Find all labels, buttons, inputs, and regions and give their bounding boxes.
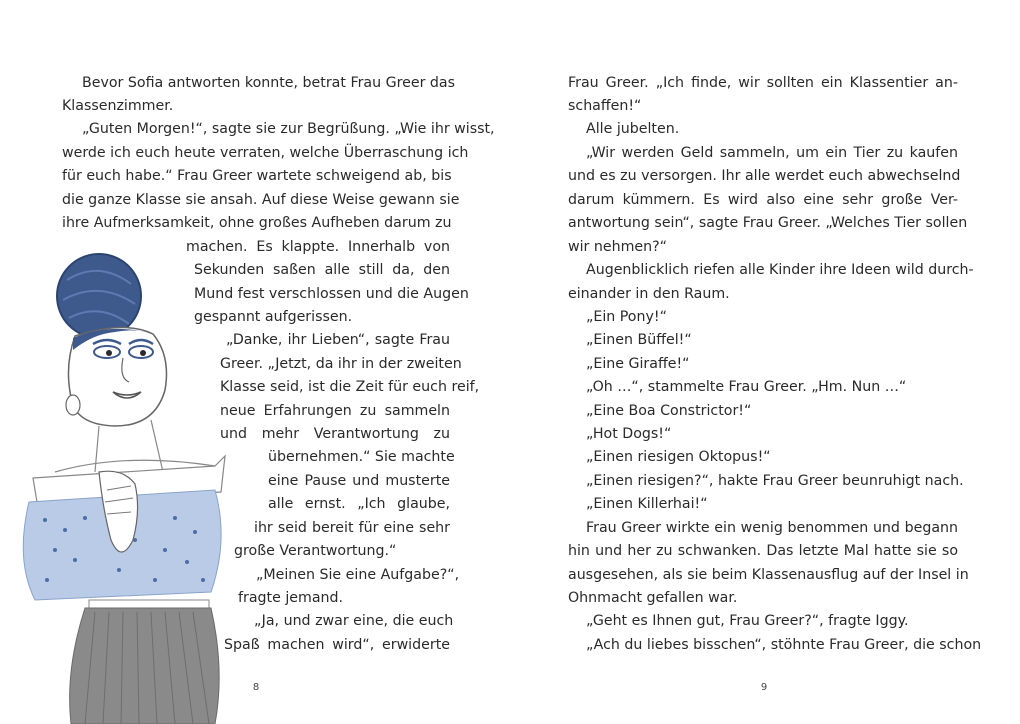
text-line: und mehr Verantwortung zu (220, 426, 450, 442)
text-line: neue Erfahrungen zu sammeln (220, 403, 450, 419)
text-line: alle ernst. „Ich glaube, (268, 496, 450, 512)
text-line: für euch habe.“ Frau Greer wartete schweigend ab, bis (62, 168, 452, 184)
text-line: antwortung sein“, sagte Frau Greer. „Welches Tier sollen (568, 215, 968, 231)
skirt (70, 608, 220, 724)
text-line: ihr seid bereit für eine sehr (254, 520, 450, 536)
text-line: Ohnmacht gefallen war. (568, 590, 738, 606)
text-line: werde ich euch heute verraten, welche Überraschung ich (62, 145, 469, 161)
text-line: schaffen!“ (568, 98, 642, 114)
text-line: Mund fest verschlossen und die Augen (194, 286, 469, 302)
text-line: einander in den Raum. (568, 286, 730, 302)
text-line: „Meinen Sie eine Aufgabe?“, (256, 567, 460, 583)
text-line: die ganze Klasse sie ansah. Auf diese Weise gewann sie (62, 192, 460, 208)
text-line: Spaß machen wird“, erwiderte (224, 637, 450, 653)
text-line: und es zu versorgen. Ihr alle werdet euch abwechselnd (568, 168, 961, 184)
text-line: „Ein Pony!“ (586, 309, 667, 325)
text-line: ausgesehen, als sie beim Klassenausflug auf der Insel in (568, 567, 969, 583)
text-line: „Oh …“, stammelte Frau Greer. „Hm. Nun …“ (586, 379, 907, 395)
text-line: Frau Greer. „Ich finde, wir sollten ein Klassentier an- (568, 75, 958, 91)
text-line: Sekunden saßen alle still da, den (194, 262, 450, 278)
text-line: eine Pause und musterte (268, 473, 450, 489)
text-line: „Hot Dogs!“ (586, 426, 672, 442)
text-line: darum kümmern. Es wird also eine sehr große Ver- (568, 192, 958, 208)
page-number: 9 (760, 682, 768, 693)
text-line: „Danke, ihr Lieben“, sagte Frau (226, 332, 450, 348)
text-line: Alle jubelten. (586, 121, 680, 137)
text-line: Greer. „Jetzt, da ihr in der zweiten (220, 356, 462, 372)
text-line: hin und her zu schwanken. Das letzte Mal hatte sie so (568, 543, 958, 559)
text-line: „Eine Boa Constrictor!“ (586, 403, 752, 419)
text-line: wir nehmen?“ (568, 239, 668, 255)
text-line: machen. Es klappte. Innerhalb von (186, 239, 450, 255)
text-line: gespannt aufgerissen. (194, 309, 353, 325)
text-line: „Ja, und zwar eine, die euch (254, 613, 454, 629)
text-line: Klassenzimmer. (62, 98, 174, 114)
text-line: Klasse seid, ist die Zeit für euch reif, (220, 379, 480, 395)
text-line: große Verantwortung.“ (234, 543, 397, 559)
text-line: „Einen riesigen Oktopus!“ (586, 449, 771, 465)
text-line: „Einen riesigen?“, hakte Frau Greer beunruhigt nach. (586, 473, 964, 489)
text-line: Frau Greer wirkte ein wenig benommen und begann (586, 520, 958, 536)
text-line: „Eine Giraffe!“ (586, 356, 690, 372)
page-number: 8 (252, 682, 260, 693)
text-line: „Ach du liebes bisschen“, stöhnte Frau Greer, die schon (586, 637, 982, 653)
text-line: „Guten Morgen!“, sagte sie zur Begrüßung. „Wie ihr wisst, (82, 121, 495, 137)
text-line: fragte jemand. (238, 590, 344, 606)
text-line: Bevor Sofia antworten konnte, betrat Frau Greer das (82, 75, 456, 91)
text-line: „Einen Killerhai!“ (586, 496, 708, 512)
text-line: „Wir werden Geld sammeln, um ein Tier zu kaufen (586, 145, 958, 161)
text-line: ihre Aufmerksamkeit, ohne großes Aufheben darum zu (62, 215, 452, 231)
right-page (510, 0, 1020, 724)
text-line: Augenblicklich riefen alle Kinder ihre Ideen wild durch- (586, 262, 974, 278)
text-line: „Einen Büffel!“ (586, 332, 692, 348)
text-line: übernehmen.“ Sie machte (268, 449, 455, 465)
text-line: „Geht es Ihnen gut, Frau Greer?“, fragte Iggy. (586, 613, 909, 629)
